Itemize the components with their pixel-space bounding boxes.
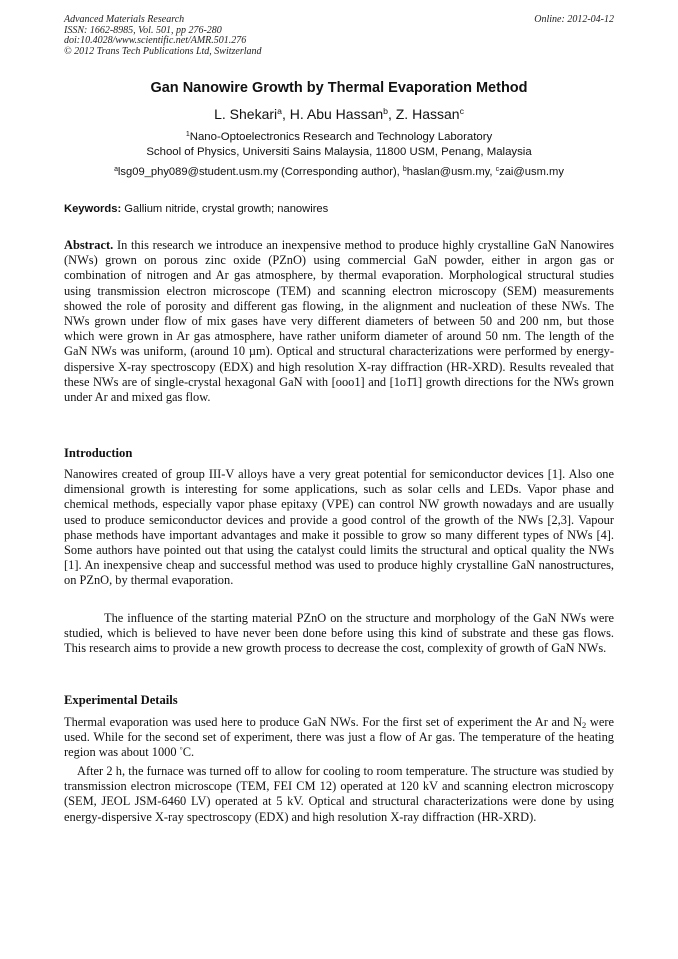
abstract-label: Abstract. <box>64 238 114 252</box>
copyright-line: © 2012 Trans Tech Publications Ltd, Switzerland <box>64 45 262 57</box>
introduction-paragraph-1: Nanowires created of group III-V alloys have a very great potential for semiconductor devices [1]. Also one dimensional growth is interesting for some applications, such as solar cells and LEDs. Vapor phase and chemical methods, especially vapor phase epitaxy (VPE) can control NW growth nowadays and are usually used to produce semiconductor devices and provide a good control of the growth of the NWs [2,3]. Vapour phase methods have important advantages and make it possible to grow so many different types of NWs [4]. Some authors have pointed out that using the catalyst could limits the structural and optical quality the NWs [1]. An inexpensive cheap and successful method was used to produce highly crystalline GaN nanostructures, on PZnO, by thermal evaporation. <box>64 467 614 588</box>
doi-line: doi:10.4028/www.scientific.net/AMR.501.276 <box>64 35 247 47</box>
author-sup: c <box>459 106 464 117</box>
issn-line: ISSN: 1662-8985, Vol. 501, pp 276-280 <box>64 24 222 36</box>
experimental-paragraph-1 <box>64 715 614 761</box>
author-name: H. Abu Hassan <box>289 106 384 122</box>
keywords-label: Keywords: <box>64 203 122 215</box>
author-list: L. Shekari$^a$, H. Abu Hassan$^b$, Z. Hassan$^c$ <box>214 106 464 122</box>
experimental-paragraph-2: After 2 h, the furnace was turned off to allow for cooling to room temperature. The structure was studied by transmission electron microscope (TEM, FEI CM 12) operated at 120 kV and scanning electron microscopy (SEM, JEOL JSM-6460 LV) operated at 5 kV. Optical and structural characterizations were done by using energy-dispersive X-ray spectroscopy (EDX) and high resolution X-ray diffraction (HR-XRD). <box>64 764 614 824</box>
email-list <box>0 166 678 178</box>
email-sup: a <box>114 166 118 174</box>
degree-symbol: ° <box>179 745 183 755</box>
author-sup: a <box>277 106 282 117</box>
journal-header <box>64 15 394 57</box>
online-date: Online: 2012-04-12 <box>534 14 614 25</box>
affiliation-line-2: School of Physics, Universiti Sains Malaysia, 11800 USM, Penang, Malaysia <box>146 146 532 158</box>
author-name: L. Shekari <box>214 106 278 122</box>
introduction-heading: Introduction <box>64 446 133 460</box>
email-sup: c <box>495 166 500 174</box>
keywords <box>64 203 614 215</box>
affiliation-line-1: Nano-Optoelectronics Research and Technology Laboratory <box>189 131 493 143</box>
introduction-paragraph-2: The influence of the starting material PZnO on the structure and morphology of the GaN NWs were studied, which is believed to have never been done before using this kind of substrate and these gas flows. This research aims to provide a new growth process to decrease the cost, complexity of growth of GaN NWs. <box>64 611 614 656</box>
keywords-text: Gallium nitride, crystal growth; nanowires <box>121 203 329 215</box>
experimental-text: were used. While for the second set of experiment, there was just a flow of Ar gas. The temperature of the heating region was about 1000 <box>64 715 615 760</box>
affiliation-sup: 1 <box>185 131 190 139</box>
experimental-text: C. <box>182 745 195 760</box>
abstract <box>64 238 614 405</box>
author-sup: b <box>383 106 388 117</box>
email-corresponding: lsg09_phy089@student.usm.my (Corresponding author), <box>117 166 403 178</box>
email-item: zai@usm.my <box>499 166 564 178</box>
subscript-2: 2 <box>582 720 587 731</box>
experimental-heading: Experimental Details <box>64 693 178 707</box>
paper-title: Gan Nanowire Growth by Thermal Evaporation Method <box>150 80 528 96</box>
journal-name: Advanced Materials Research <box>64 14 185 25</box>
email-sup: b <box>402 166 407 174</box>
email-item: haslan@usm.my, <box>406 166 496 178</box>
abstract-text: In this research we introduce an inexpensive method to produce highly crystalline GaN Nanowires (NWs) grown on porous zinc oxide (PZnO) using commercial GaN powder, either in argon gas or combination of nitrogen and Ar gas atmosphere, by thermal evaporation. Morphological structural studies using transmission electron microscope (TEM) and scanning electron microscopy (SEM) measurements showed the role of porosity and different gas flowing, in the alignment and nucleation of these NWs. The NWs grown under flow of mix gases have very different diameters of between 50 and 200 nm, but those which were grown in Ar gas atmosphere, have rather uniform diameter of around 50 nm. The length of the GaN NWs was uniform, (around 10 µm). Optical and structural characterizations were performed by energy-dispersive X-ray spectroscopy (EDX) and high resolution X-ray diffraction (HR-XRD). Results revealed that these NWs are of single-crystal hexagonal GaN with [ooo1] and [1o1̄1] growth directions for the NWs grown under Ar and mixed gas flow. <box>64 238 614 405</box>
experimental-text: Thermal evaporation was used here to produce GaN NWs. For the first set of experiment the Ar and N <box>64 715 583 729</box>
author-name: Z. Hassan <box>395 106 460 122</box>
affiliation <box>0 130 678 160</box>
